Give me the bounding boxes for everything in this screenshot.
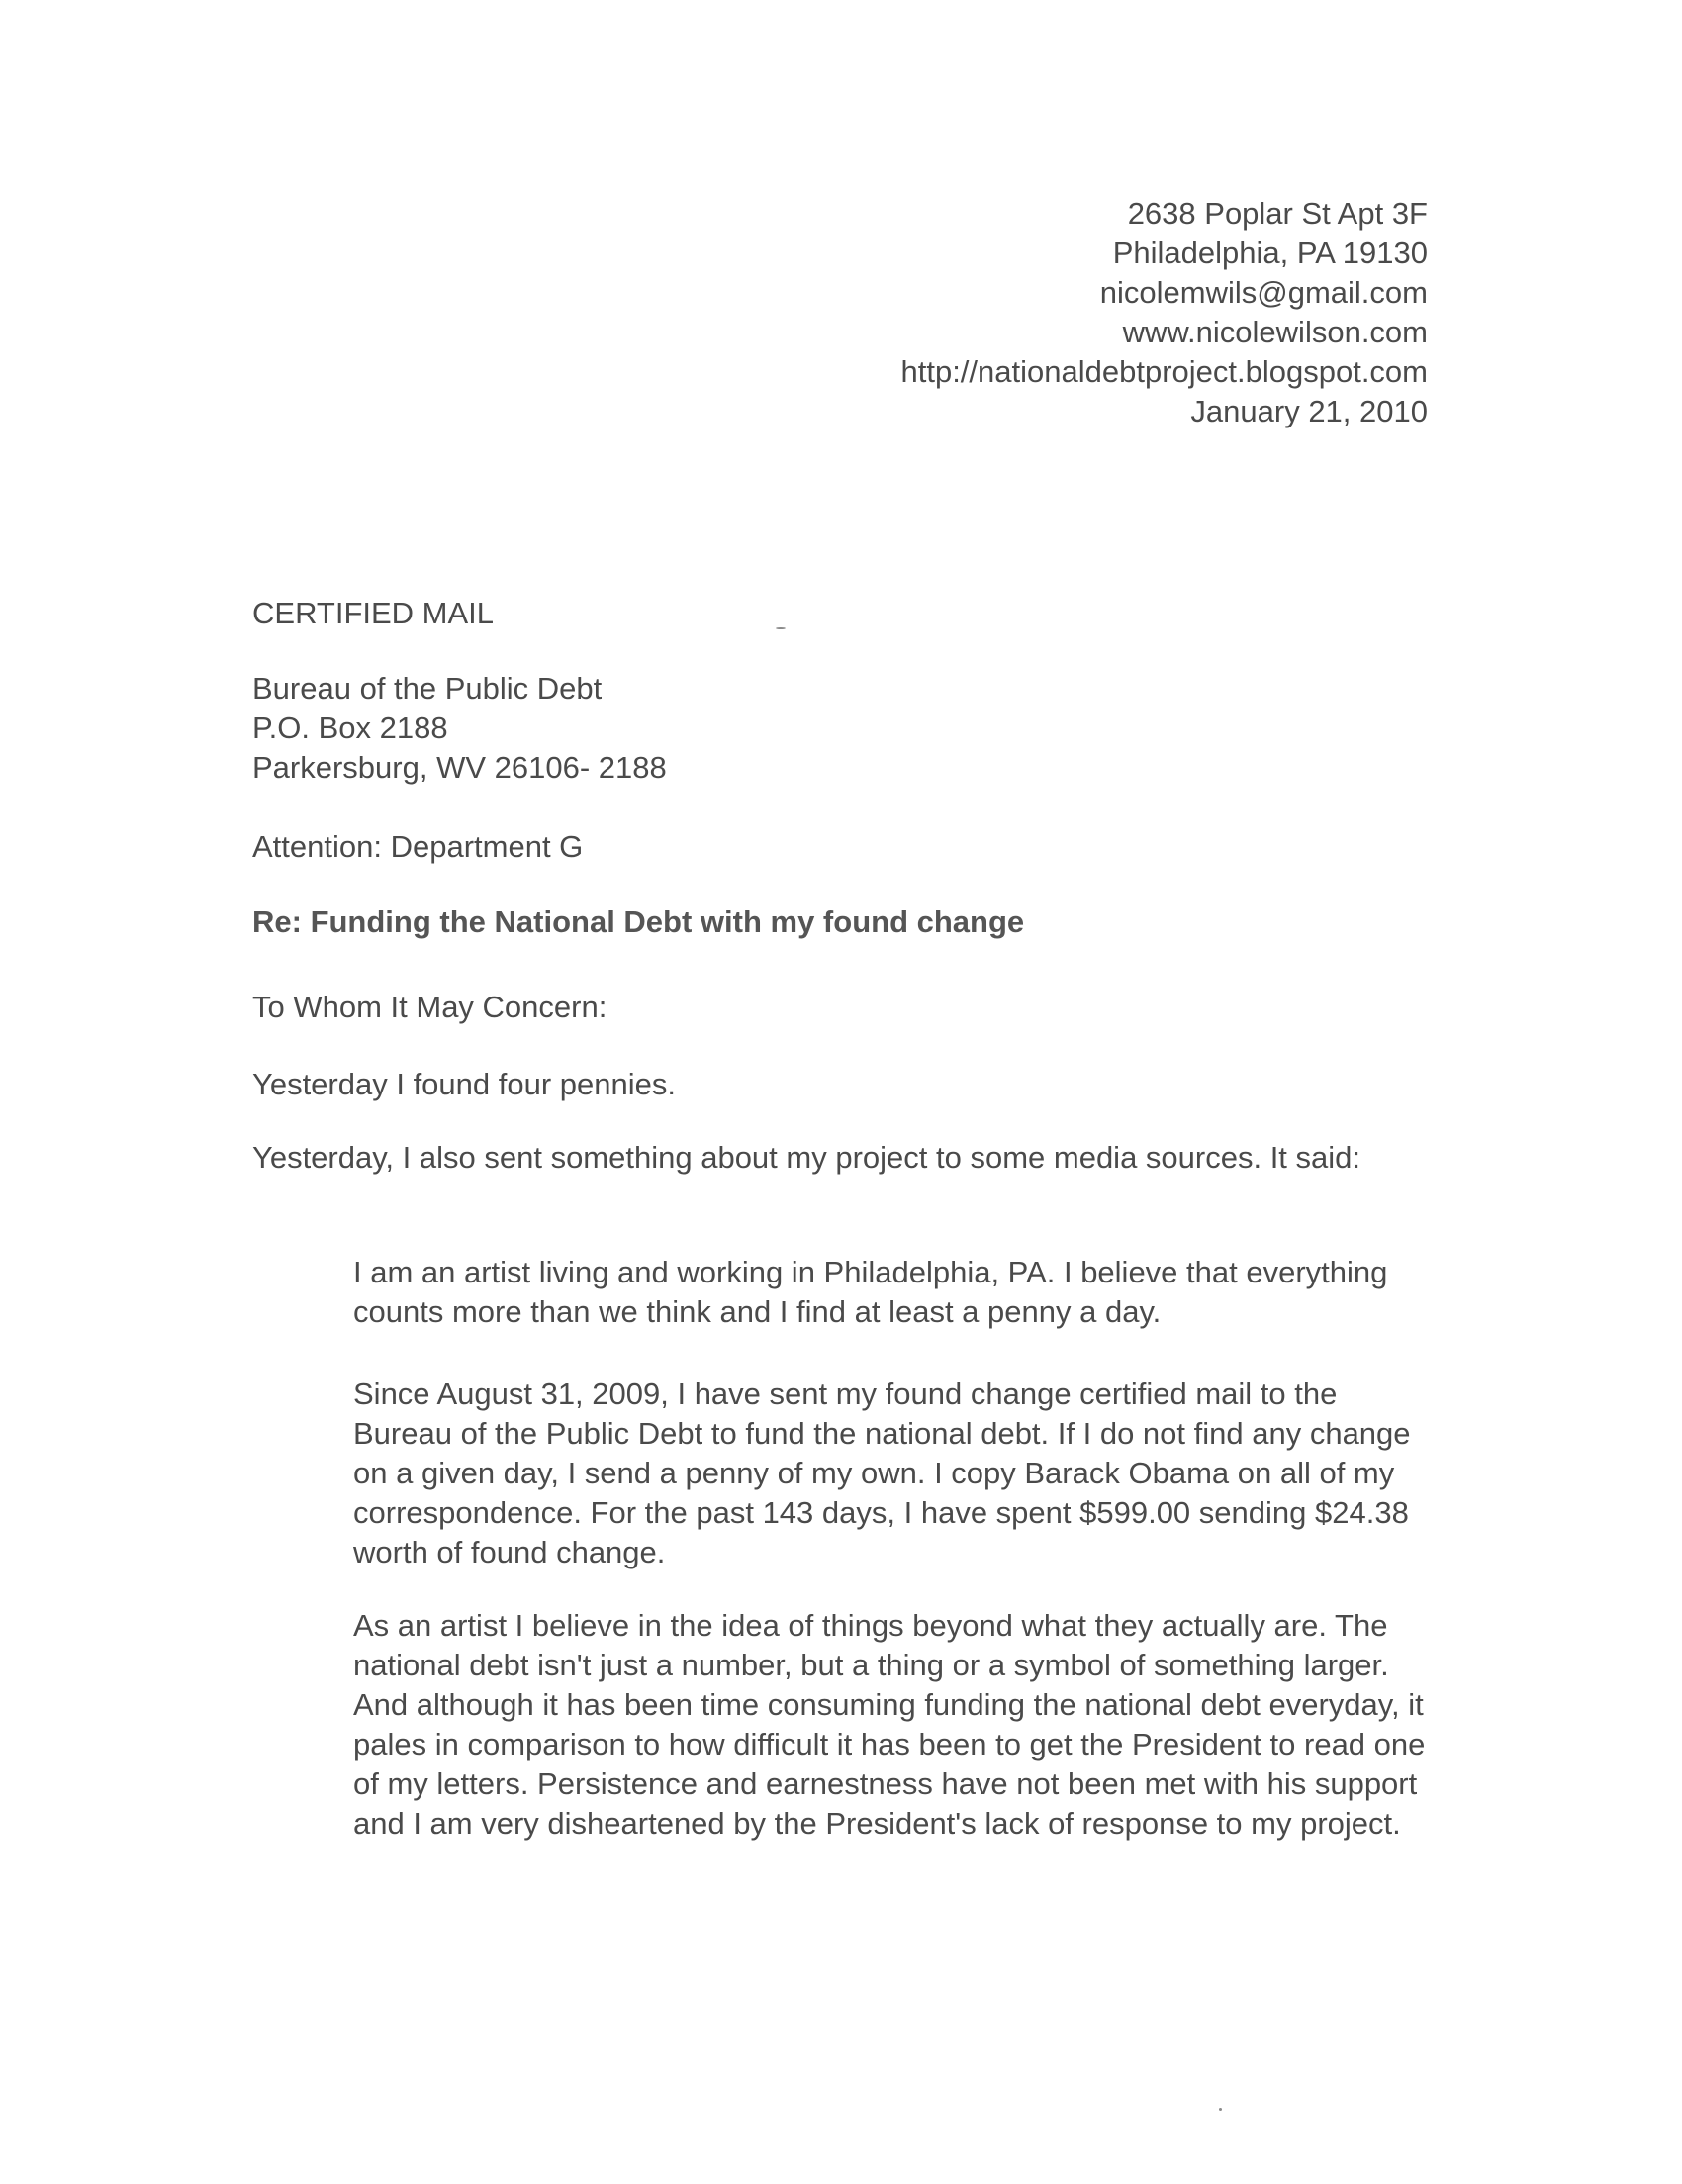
attention-line: Attention: Department G — [252, 829, 584, 864]
sender-email: nicolemwils@gmail.com — [1099, 275, 1428, 310]
recipient-po-box: P.O. Box 2188 — [252, 711, 448, 745]
sender-city: Philadelphia, PA 19130 — [1112, 236, 1428, 270]
quoted-paragraph — [353, 1606, 1442, 1844]
sender-website: www.nicolewilson.com — [1122, 315, 1428, 349]
quote-text: Since August 31, 2009, I have sent my found change certified mail to the Bureau of the Public Debt to fund the national debt. If I do not find any change on a given day, I send a penny of my own. I copy Barack Obama on all of my correspondence. For the past 143 days, I have spent $599.00 sending $24.38 worth of found change. — [353, 1377, 1411, 1569]
salutation: To Whom It May Concern: — [252, 990, 607, 1024]
mail-type: CERTIFIED MAIL — [252, 596, 495, 630]
body-paragraph: Yesterday I found four pennies. — [252, 1067, 676, 1101]
sender-blog: http://nationaldebtproject.blogspot.com — [900, 354, 1428, 389]
sender-address: 2638 Poplar St Apt 3F — [1127, 196, 1428, 231]
scan-speck — [1219, 2108, 1222, 2111]
subject-line: Re: Funding the National Debt with my found change — [252, 904, 1025, 939]
sender-block — [900, 194, 1428, 431]
recipient-city: Parkersburg, WV 26106- 2188 — [252, 750, 667, 785]
quoted-paragraph — [353, 1253, 1442, 1332]
letter-date: January 21, 2010 — [1190, 394, 1428, 428]
body-paragraph: Yesterday, I also sent something about my project to some media sources. It said: — [252, 1140, 1361, 1175]
recipient-name: Bureau of the Public Debt — [252, 671, 603, 706]
scan-speck — [776, 627, 786, 629]
recipient-block — [252, 669, 667, 788]
quote-text: I am an artist living and working in Philadelphia, PA. I believe that everything counts more than we think and I find at least a penny a day. — [353, 1255, 1388, 1329]
quote-text: As an artist I believe in the idea of things beyond what they actually are. The national debt isn't just a number, but a thing or a symbol of something larger. And although it has been time consuming funding the national debt everyday, it pales in comparison to how difficult it has been to get the President to read one of my letters. Persistence and earnestness have not been met with his support and I am very disheartened by the President's lack of response to my project. — [353, 1608, 1426, 1841]
quoted-paragraph — [353, 1375, 1442, 1572]
